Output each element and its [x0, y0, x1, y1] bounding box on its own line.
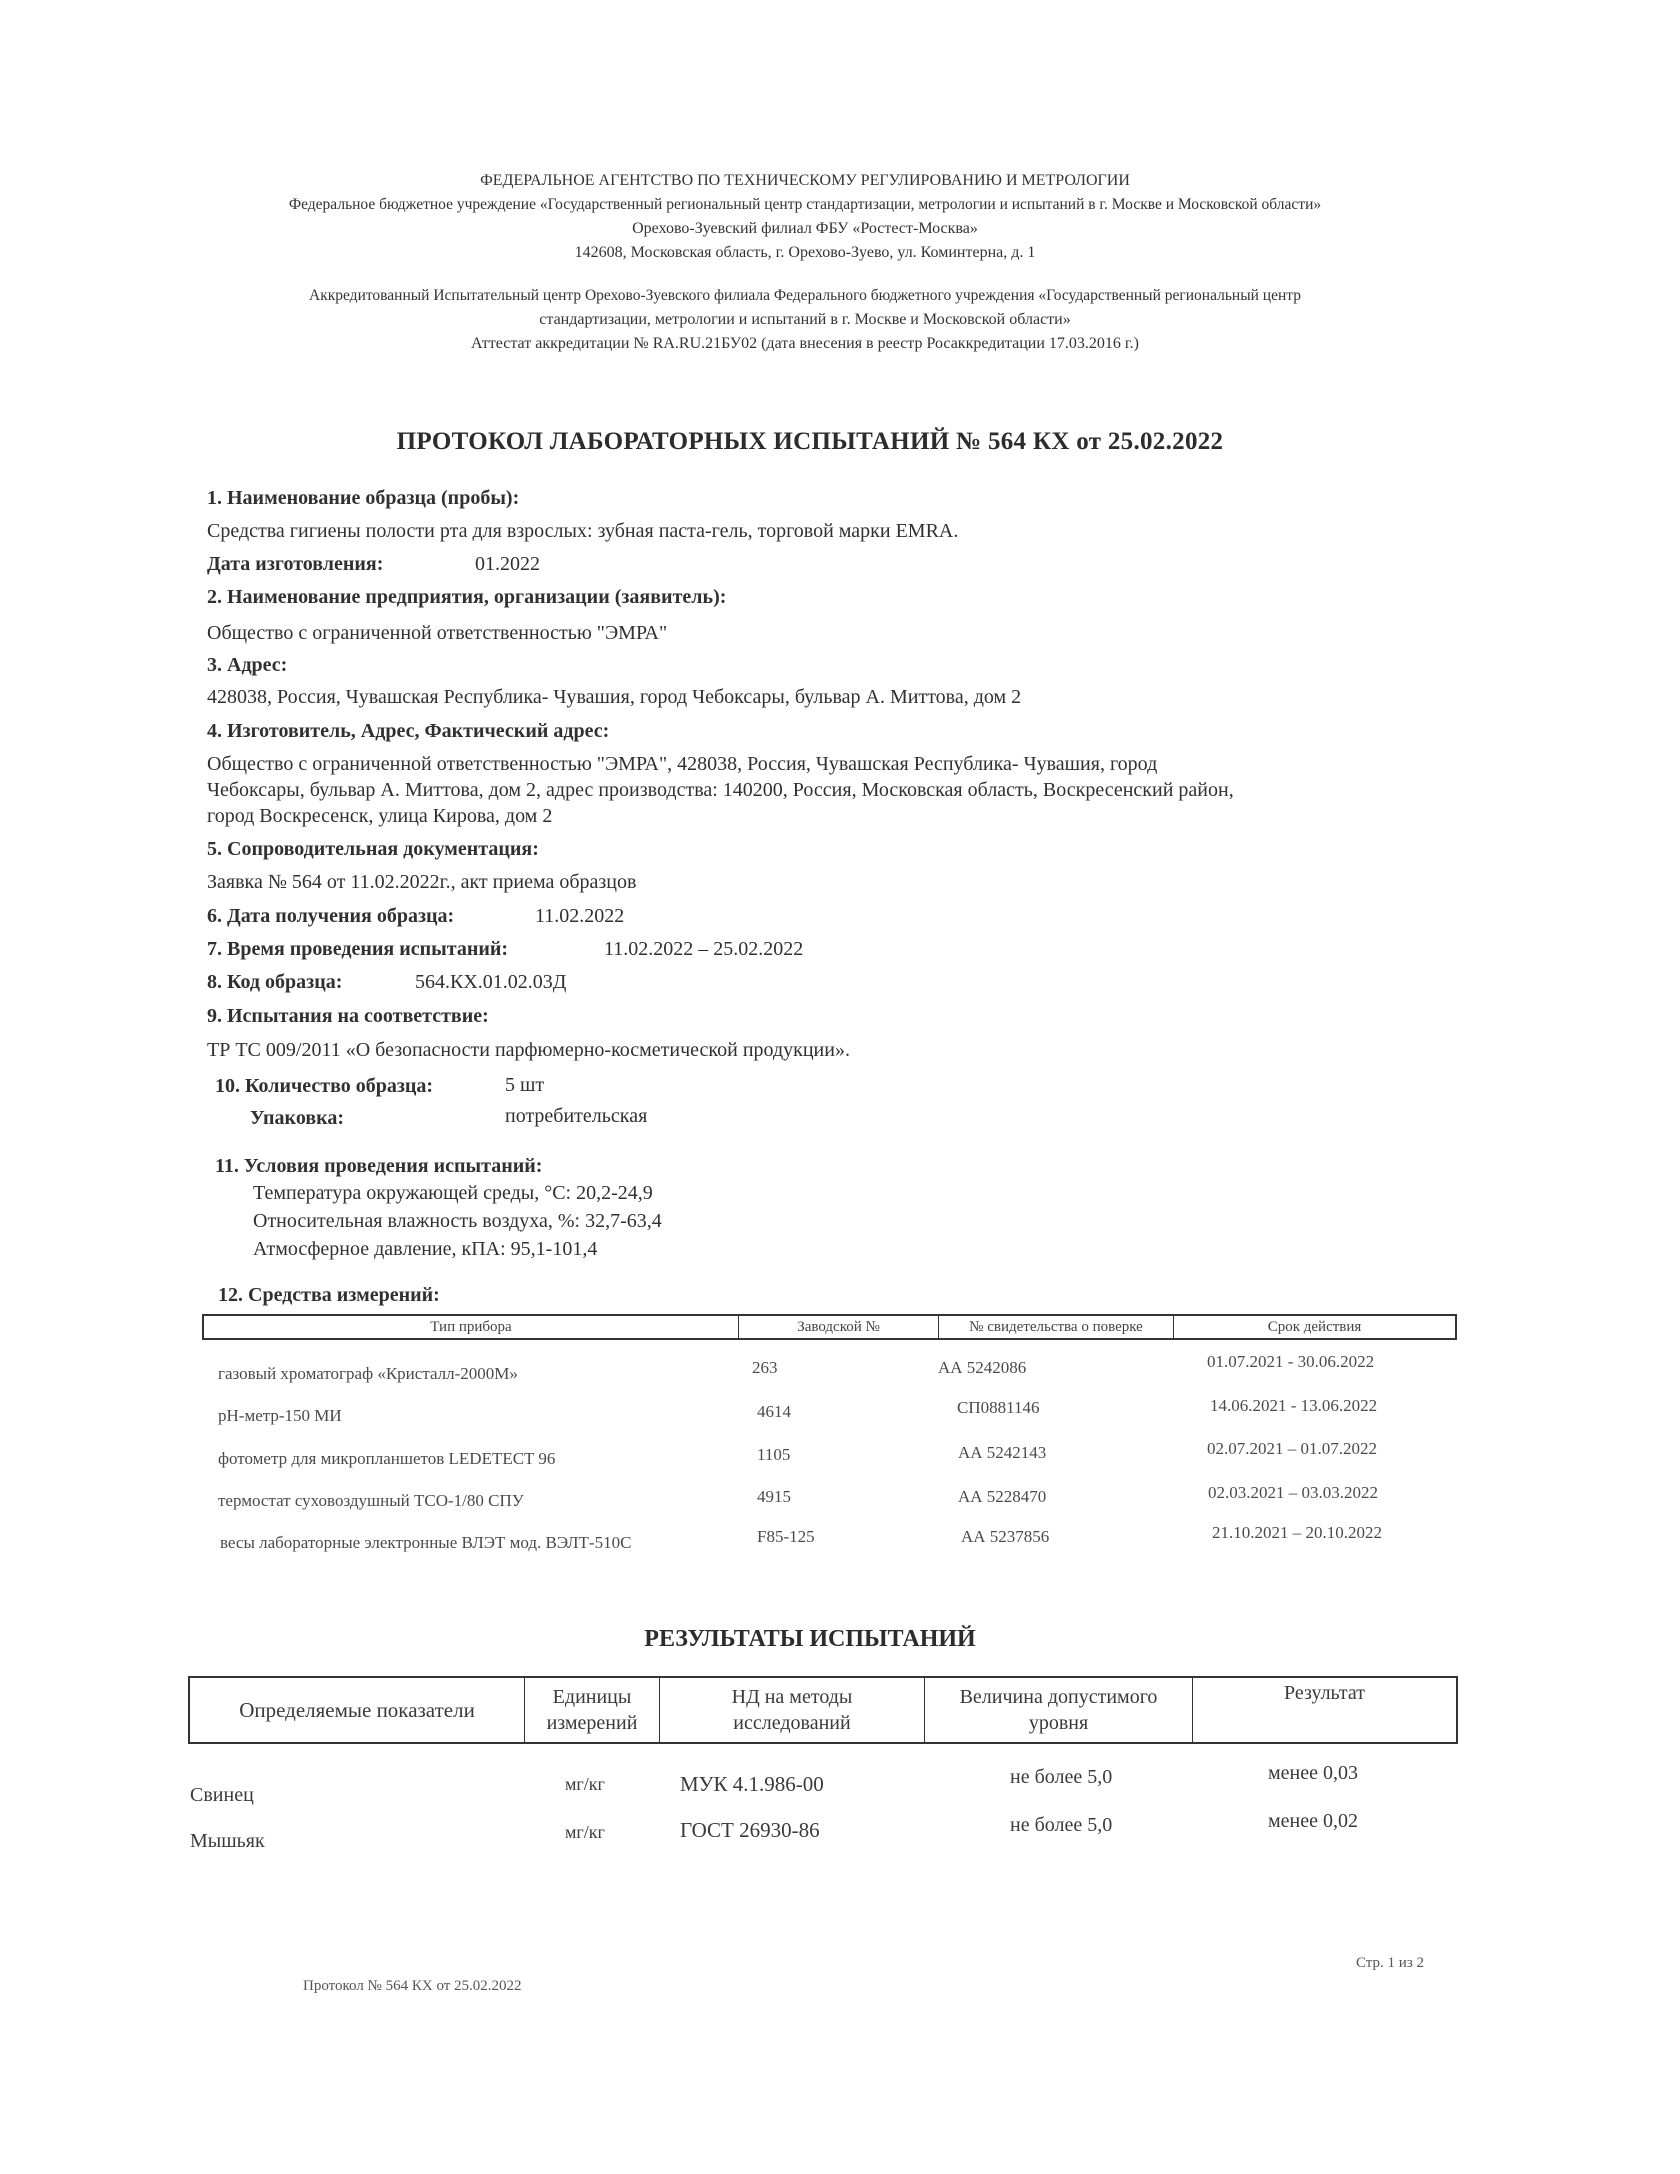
accreditation-certificate: Аттестат аккредитации № RA.RU.21БУ02 (дата внесения в реестр Росаккредитации 17.03.2016 г.)	[471, 335, 1139, 352]
section-2-label: 2. Наименование предприятия, организации (заявитель):	[207, 586, 727, 608]
branch-name: Орехово-Зуевский филиал ФБУ «Ростест-Москва»	[632, 220, 978, 237]
results-header-result: Результат	[1283, 1682, 1365, 1704]
section-1-label: 1. Наименование образца (пробы):	[207, 487, 520, 509]
instrument-row	[0, 1352, 1680, 1388]
result-limit: не более 5,0	[1010, 1766, 1113, 1788]
agency-name: ФЕДЕРАЛЬНОЕ АГЕНТСТВО ПО ТЕХНИЧЕСКОМУ РЕГУЛИРОВАНИЮ И МЕТРОЛОГИИ	[480, 172, 1130, 189]
instrument-certificate: АА 5242086	[938, 1358, 1027, 1377]
instrument-serial: 4614	[757, 1402, 791, 1421]
mfg-date-label: Дата изготовления:	[207, 553, 384, 575]
instrument-certificate: АА 5242143	[958, 1443, 1047, 1462]
result-unit: мг/кг	[565, 1822, 605, 1842]
instrument-serial: 4915	[757, 1487, 791, 1506]
results-header-indicator: Определяемые показатели	[190, 1678, 525, 1742]
section-12-label: 12. Средства измерений:	[218, 1284, 440, 1306]
packaging-value: потребительская	[505, 1105, 648, 1127]
results-header-methods-line-1: НД на методы	[731, 1686, 853, 1708]
result-method: ГОСТ 26930-86	[680, 1818, 820, 1842]
result-limit: не более 5,0	[1010, 1814, 1113, 1836]
section-3-label: 3. Адрес:	[207, 654, 288, 676]
results-table-header	[188, 1676, 1458, 1744]
results-header-limit	[925, 1678, 1193, 1742]
instrument-type: газовый хроматограф «Кристалл-2000М»	[218, 1364, 518, 1383]
temperature-condition: Температура окружающей среды, °С: 20,2-24,9	[253, 1182, 653, 1204]
results-header-methods-line-2: исследований	[733, 1712, 851, 1734]
footer-protocol-ref: Протокол № 564 КХ от 25.02.2022	[303, 1978, 522, 1994]
instruments-table-header	[202, 1314, 1457, 1340]
result-value: менее 0,03	[1268, 1762, 1358, 1784]
section-1-value: Средства гигиены полости рта для взрослых: зубная паста-гель, торговой марки EMRA.	[207, 520, 959, 542]
footer-page-number: Стр. 1 из 2	[1356, 1955, 1424, 1971]
instrument-serial: 1105	[757, 1445, 791, 1464]
section-7-label: 7. Время проведения испытаний:	[207, 938, 509, 960]
results-header-limit-line-2: уровня	[1028, 1712, 1089, 1734]
institution-name: Федеральное бюджетное учреждение «Государственный региональный центр стандартизации, метрологии и испытаний в г. Москве и Московской области»	[288, 196, 1322, 213]
section-8-value: 564.КХ.01.02.03Д	[415, 971, 567, 993]
packaging-label: Упаковка:	[250, 1107, 345, 1129]
instrument-certificate: СП0881146	[957, 1398, 1040, 1417]
instruments-header-certificate: № свидетельства о поверке	[939, 1316, 1174, 1338]
section-4-label: 4. Изготовитель, Адрес, Фактический адрес:	[207, 720, 610, 742]
section-4-line-1: Общество с ограниченной ответственностью "ЭМРА", 428038, Россия, Чувашская Республика- Чувашия, город	[207, 753, 1158, 775]
result-indicator: Мышьяк	[190, 1830, 265, 1852]
section-7-value: 11.02.2022 – 25.02.2022	[604, 938, 804, 960]
instruments-header-type: Тип прибора	[204, 1316, 739, 1338]
section-11-label: 11. Условия проведения испытаний:	[215, 1155, 543, 1177]
section-3-value: 428038, Россия, Чувашская Республика- Чувашия, город Чебоксары, бульвар А. Миттова, дом 2	[207, 686, 1022, 708]
section-5-label: 5. Сопроводительная документация:	[207, 838, 539, 860]
section-5-value: Заявка № 564 от 11.02.2022г., акт приема образцов	[207, 871, 637, 893]
protocol-title: ПРОТОКОЛ ЛАБОРАТОРНЫХ ИСПЫТАНИЙ № 564 КХ от 25.02.2022	[396, 428, 1224, 455]
instrument-validity: 02.07.2021 – 01.07.2022	[1207, 1439, 1377, 1458]
instruments-header-serial: Заводской №	[739, 1316, 939, 1338]
result-unit: мг/кг	[565, 1774, 605, 1794]
section-4-line-3: город Воскресенск, улица Кирова, дом 2	[207, 805, 553, 827]
results-header-units	[525, 1678, 660, 1742]
instruments-header-validity: Срок действия	[1267, 1319, 1362, 1335]
humidity-condition: Относительная влажность воздуха, %: 32,7-63,4	[253, 1210, 662, 1232]
section-6-value: 11.02.2022	[535, 905, 625, 927]
result-row	[0, 1762, 1680, 1806]
instrument-type: фотометр для микропланшетов LEDETECT 96	[218, 1449, 556, 1468]
test-center-line-2: стандартизации, метрологии и испытаний в г. Москве и Московской области»	[539, 311, 1071, 328]
instrument-type: термостат суховоздушный ТСО-1/80 СПУ	[218, 1491, 524, 1510]
section-10-label: 10. Количество образца:	[215, 1075, 434, 1097]
instrument-row	[0, 1523, 1680, 1557]
instrument-row	[0, 1483, 1680, 1517]
section-6-label: 6. Дата получения образца:	[207, 905, 455, 927]
instrument-validity: 14.06.2021 - 13.06.2022	[1210, 1396, 1378, 1415]
instrument-row	[0, 1439, 1680, 1475]
results-header-units-line-2: измерений	[546, 1712, 638, 1734]
section-9-value: ТР ТС 009/2011 «О безопасности парфюмерно-косметической продукции».	[207, 1039, 850, 1061]
instrument-certificate: АА 5228470	[958, 1487, 1047, 1506]
test-center-line-1: Аккредитованный Испытательный центр Орехово-Зуевского филиала Федерального бюджетного учреждения «Государственный региональный центр	[309, 287, 1301, 304]
result-indicator: Свинец	[190, 1784, 254, 1806]
result-row	[0, 1810, 1680, 1852]
instrument-row	[0, 1396, 1680, 1432]
result-value: менее 0,02	[1268, 1810, 1358, 1832]
branch-address: 142608, Московская область, г. Орехово-Зуево, ул. Коминтерна, д. 1	[574, 244, 1036, 261]
section-4-line-2: Чебоксары, бульвар А. Миттова, дом 2, адрес производства: 140200, Россия, Московская область, Воскресенский район,	[207, 779, 1234, 801]
instrument-serial: 263	[752, 1358, 778, 1377]
instrument-type: pH-метр-150 МИ	[218, 1406, 342, 1425]
instrument-type: весы лабораторные электронные ВЛЭТ мод. ВЭЛТ-510С	[220, 1533, 632, 1552]
instrument-validity: 02.03.2021 – 03.03.2022	[1208, 1483, 1378, 1502]
results-header-limit-line-1: Величина допустимого	[959, 1686, 1158, 1708]
section-9-label: 9. Испытания на соответствие:	[207, 1005, 489, 1027]
results-header-units-line-1: Единицы	[552, 1686, 632, 1708]
section-8-label: 8. Код образца:	[207, 971, 343, 993]
section-10-value: 5 шт	[505, 1074, 545, 1096]
section-2-value: Общество с ограниченной ответственностью "ЭМРА"	[207, 622, 668, 644]
result-method: МУК 4.1.986-00	[680, 1772, 824, 1796]
instrument-validity: 01.07.2021 - 30.06.2022	[1207, 1352, 1375, 1371]
instrument-serial: F85-125	[757, 1527, 815, 1546]
instrument-validity: 21.10.2021 – 20.10.2022	[1212, 1523, 1382, 1542]
results-title: РЕЗУЛЬТАТЫ ИСПЫТАНИЙ	[644, 1626, 976, 1652]
mfg-date-value: 01.2022	[475, 553, 540, 575]
results-header-methods	[660, 1678, 925, 1742]
pressure-condition: Атмосферное давление, кПА: 95,1-101,4	[253, 1238, 598, 1260]
instrument-certificate: АА 5237856	[961, 1527, 1050, 1546]
